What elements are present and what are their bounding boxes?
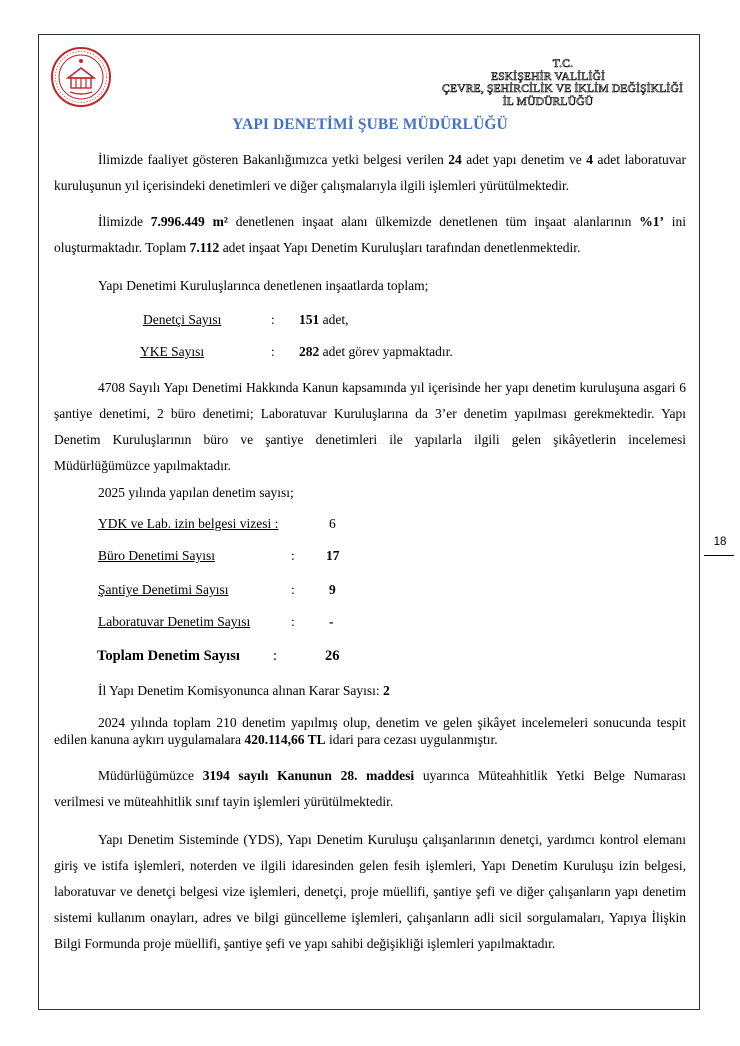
staff-colon: : [271,344,275,359]
p8-bold: 3194 sayılı Kanunun 28. maddesi [202,768,415,783]
paragraph-4: 4708 Sayılı Yapı Denetimi Hakkında Kanun kapsamında yıl içerisinde her yapı denetim kuruluşuna asgari 6 şantiye denetimi, 2 büro denetimi; Laboratuvar Kuruluşlarına da 3’er denetim yapılması gerekmektedir. Yapı Denetim Kuruluşlarının büro ve şantiye denetimleri ile yapılarla ilgili gelen şikâyetlerin incelemesi Müdürlüğümüzce yapılmaktadır. [54,380,686,473]
header-line-4: İL MÜDÜRLÜĞÜ [502,95,594,108]
staff-label: Denetçi Sayısı [143,312,222,327]
paragraph-6 [54,678,686,704]
p1-text-a: İlimizde faaliyet gösteren Bakanlığımızca yetki belgesi verilen [98,152,449,167]
p1-bold-2: 4 [586,152,594,167]
p7-bold: 420.114,66 TL [244,732,326,747]
header-line-1: T.C. [552,58,574,70]
p2-text-a: İlimizde [98,214,151,229]
audit-value: 9 [329,582,336,597]
audit-label: Laboratuvar Denetim Sayısı [98,614,251,629]
staff-suffix: adet görev yapmaktadır. [319,344,453,359]
p8-text-c: uyarınca Müteahhitlik Yetki Belge Numarası verilmesi ve müteahhitlik sınıf tayin işlemleri yürütülmektedir. [54,768,686,809]
p7-text-a: 2024 yılında toplam 210 denetim yapılmış olup, denetim ve gelen şikâyet incelemeleri sonucunda tespit edilen kanuna aykırı uygulamalara [54,715,686,747]
paragraph-5: 2025 yılında yapılan denetim sayısı; [98,485,294,500]
p6-text: İl Yapı Denetim Komisyonunca alınan Karar Sayısı: [98,683,383,698]
staff-colon: : [271,312,275,327]
paragraph-7 [54,714,686,748]
audit-row-vize [98,516,398,536]
total-colon: : [273,648,278,664]
audit-value: - [329,614,334,629]
audit-colon: : [291,614,295,629]
ministry-seal-icon [50,46,112,108]
audit-row-total [97,648,397,668]
audit-label: YDK ve Lab. izin belgesi vizesi : [98,516,279,531]
staff-value: 151 [299,312,320,327]
header-line-2: ESKİŞEHİR VALİLİĞİ [490,70,606,83]
page-number-rule [704,555,734,556]
p7-text-c: idari para cezası uygulanmıştır. [325,732,498,747]
institution-header [383,58,683,108]
audit-row-buro [98,548,398,568]
p2-bold-1: 7.996.449 m² [150,214,228,229]
audit-value: 6 [329,516,336,531]
header-line-3: ÇEVRE, ŞEHİRCİLİK VE İKLİM DEĞİŞİKLİĞİ [442,83,683,95]
paragraph-9: Yapı Denetim Sisteminde (YDS), Yapı Denetim Kuruluşu çalışanlarının denetçi, yardımcı kontrol elemanı giriş ve istifa işlemleri, noterden ve ilgili idaresinden gelen fesih işlemleri, Yapı Denetim Kuruluşu izin belgesi, laboratuvar ve denetçi belgesi vize işlemleri, denetçi, proje müellifi, şantiye şefi ve diğer çalışanların yapı denetim sistemi kullanım onayları, adres ve bilgi güncelleme işlemleri, çalışanların adli sicil sorgulamaları, Yapıya İlişkin Bilgi Formunda proje müellifi, şantiye şefi ve yapı sahibi değişikliği işlemleri yapılmaktadır. [54,832,686,951]
paragraph-8 [54,763,686,815]
p2-bold-2: %1’ [639,214,664,229]
audit-label: Büro Denetimi Sayısı [98,548,215,563]
audit-value: 17 [326,548,340,563]
staff-row-yke [140,344,540,364]
audit-colon: : [291,548,295,563]
p1-text-d: adet laboratuvar kuruluşunun yıl içerisindeki denetimleri ve diğer çalışmalarıyla ilgili işlemleri yürütülmektedir. [54,152,686,193]
p2-text-c: denetlenen inşaat alanı ülkemizde denetlenen tüm inşaat alanlarının [227,214,640,229]
p2-text-e: adet inşaat Yapı Denetim Kuruluşları tarafından denetlenmektedir. [219,240,581,255]
p8-text-a: Müdürlüğümüzce [98,768,203,783]
total-label: Toplam Denetim Sayısı [97,648,240,664]
staff-row-denetci [143,312,543,332]
audit-colon: : [291,582,295,597]
staff-suffix: adet, [319,312,349,327]
staff-label: YKE Sayısı [140,344,205,359]
p2-bold-3: 7.112 [189,240,220,255]
paragraph-1 [54,147,686,199]
audit-label: Şantiye Denetimi Sayısı [98,582,229,597]
p1-text-c: adet yapı denetim ve [461,152,587,167]
p1-bold-1: 24 [448,152,462,167]
audit-row-laboratuvar [98,614,398,634]
paragraph-3: Yapı Denetimi Kuruluşlarınca denetlenen inşaatlarda toplam; [98,278,429,293]
p2-text-d: ini oluşturmaktadır. Toplam [54,214,687,255]
staff-value: 282 [299,344,320,359]
page-number: 18 [713,536,727,548]
page-title: YAPI DENETİMİ ŞUBE MÜDÜRLÜĞÜ [232,116,508,133]
p6-bold: 2 [382,683,390,698]
total-value: 26 [325,648,340,664]
audit-row-santiye [98,582,398,602]
paragraph-2 [54,209,686,261]
